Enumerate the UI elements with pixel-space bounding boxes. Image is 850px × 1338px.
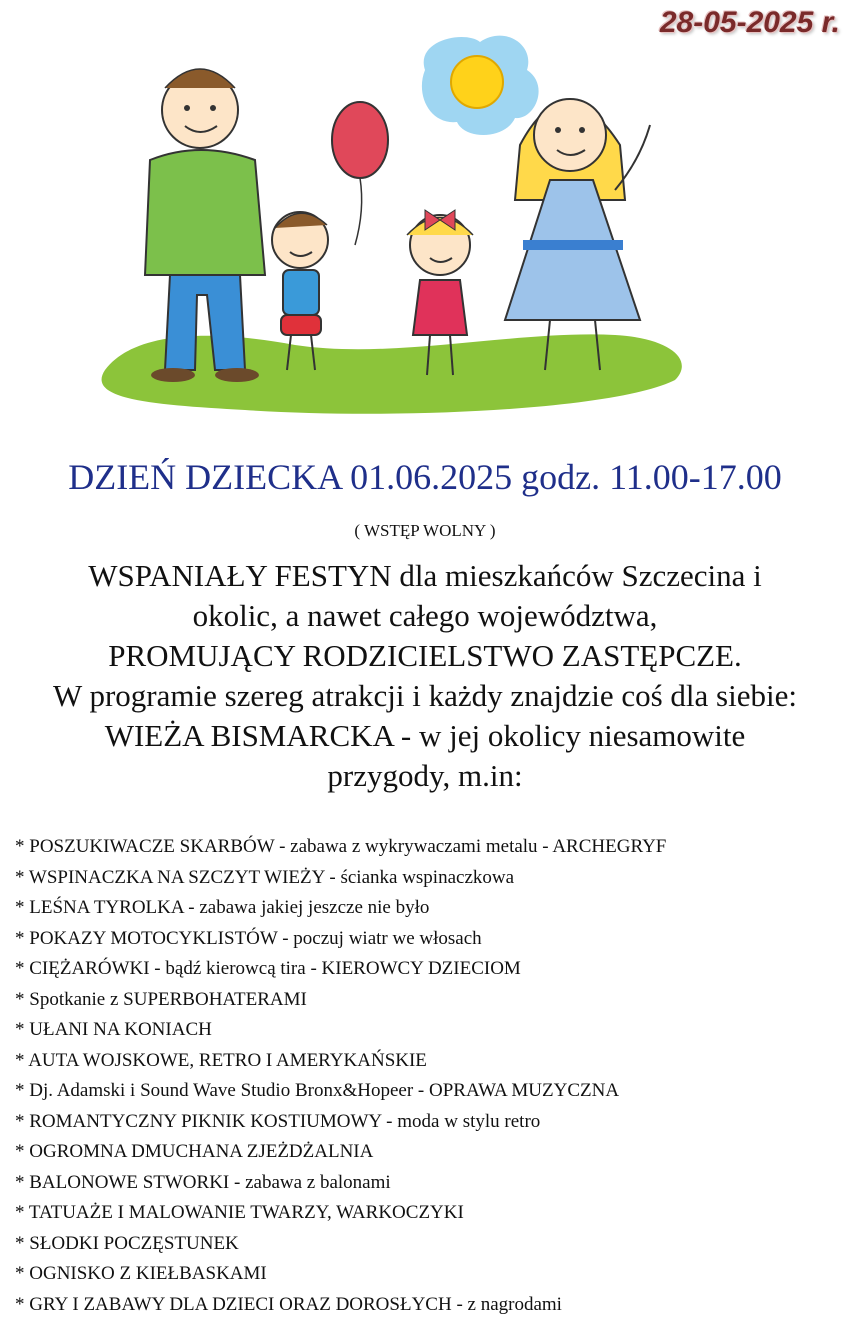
list-item: * WSPINACZKA NA SZCZYT WIEŻY - ścianka wspinaczkowa xyxy=(15,866,515,888)
intro-line: PROMUJĄCY RODZICIELSTWO ZASTĘPCZE. xyxy=(108,638,742,673)
list-item: * GRY I ZABAWY DLA DZIECI ORAZ DOROSŁYCH - z nagrodami xyxy=(15,1293,562,1315)
intro-line: WSPANIAŁY FESTYN dla mieszkańców Szczecina i xyxy=(88,558,762,593)
list-item: * UŁANI NA KONIACH xyxy=(15,1019,212,1040)
intro-line: W programie szereg atrakcji i każdy znajdzie coś dla siebie: xyxy=(53,678,797,713)
list-item: * ROMANTYCZNY PIKNIK KOSTIUMOWY - moda w stylu retro xyxy=(15,1110,541,1132)
balloon-icon xyxy=(332,102,388,245)
list-item: * TATUAŻE I MALOWANIE TWARZY, WARKOCZYKI xyxy=(15,1202,464,1223)
intro-line: okolic, a nawet całego województwa, xyxy=(192,598,658,633)
intro-line: przygody, m.in: xyxy=(327,758,523,793)
date-stamp: 28-05-2025 r. xyxy=(659,6,840,39)
list-item: * LEŚNA TYROLKA - zabawa jakiej jeszcze nie było xyxy=(15,897,430,918)
free-entry-note: ( WSTĘP WOLNY ) xyxy=(354,521,496,540)
list-item: * BALONOWE STWORKI - zabawa z balonami xyxy=(15,1171,391,1193)
list-item: * SŁODKI POCZĘSTUNEK xyxy=(15,1232,239,1254)
list-item: * Spotkanie z SUPERBOHATERAMI xyxy=(15,988,307,1010)
event-description xyxy=(0,556,850,796)
list-item: * POKAZY MOTOCYKLISTÓW - poczuj wiatr we włosach xyxy=(15,927,482,949)
father-figure xyxy=(145,69,265,382)
mother-figure xyxy=(505,99,650,370)
list-item: * POSZUKIWACZE SKARBÓW - zabawa z wykrywaczami metalu - ARCHEGRYF xyxy=(15,836,667,857)
list-item: * OGNISKO Z KIEŁBASKAMI xyxy=(15,1263,267,1284)
event-headline: DZIEŃ DZIECKA 01.06.2025 godz. 11.00-17.00 xyxy=(68,457,782,497)
intro-line: WIEŻA BISMARCKA - w jej okolicy niesamowite xyxy=(104,718,746,753)
list-item: * AUTA WOJSKOWE, RETRO I AMERYKAŃSKIE xyxy=(15,1049,427,1071)
list-item: * Dj. Adamski i Sound Wave Studio Bronx&Hopeer - OPRAWA MUZYCZNA xyxy=(15,1080,620,1101)
family-illustration xyxy=(95,30,695,415)
list-item: * OGROMNA DMUCHANA ZJEŻDŻALNIA xyxy=(15,1141,374,1162)
attractions-list xyxy=(15,832,845,1320)
sun-icon xyxy=(422,36,539,135)
list-item: * CIĘŻARÓWKI - bądź kierowcą tira - KIEROWCY DZIECIOM xyxy=(15,958,521,979)
